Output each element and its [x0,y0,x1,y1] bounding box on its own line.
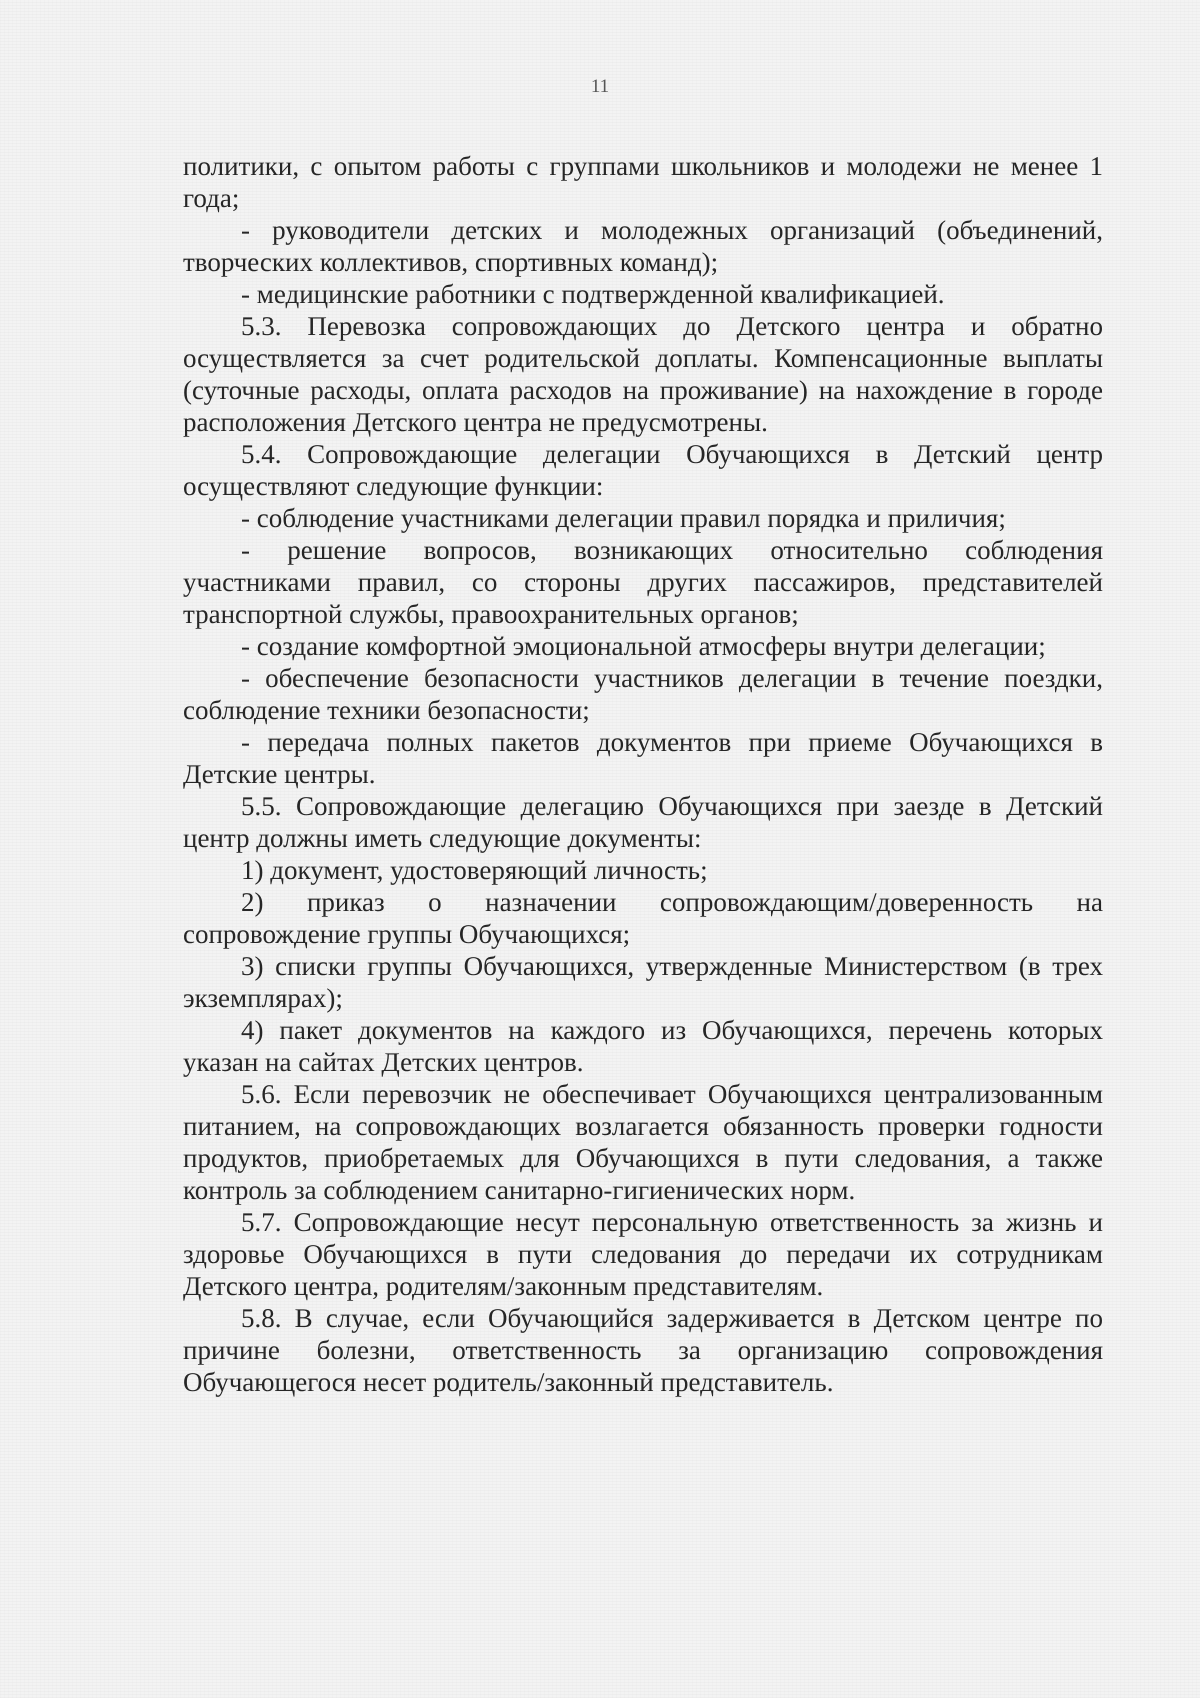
page-number: 11 [590,76,610,97]
clause-5-5: 5.5. Сопровождающие делегацию Обучающихся при заезде в Детский центр должны иметь следующие документы: [183,791,1103,853]
clause-5-7: 5.7. Сопровождающие несут персональную ответственность за жизнь и здоровье Обучающихся в пути следования до передачи их сотрудникам Детского центра, родителям/законным представителям. [183,1207,1103,1301]
clause-5-6: 5.6. Если перевозчик не обеспечивает Обучающихся централизованным питанием, на сопровождающих возлагается обязанность проверки годности продуктов, приобретаемых для Обучающихся в пути следования, а также контроль за соблюдением санитарно-гигиенических норм. [183,1079,1103,1205]
list-item-youth-leaders: - руководители детских и молодежных организаций (объединений, творческих коллективов, спортивных команд); [183,215,1103,277]
function-item-documents-transfer: - передача полных пакетов документов при приеме Обучающихся в Детские центры. [183,727,1103,789]
function-item-resolving-issues: - решение вопросов, возникающих относительно соблюдения участниками правил, со стороны других пассажиров, представителей транспортной службы, правоохранительных органов; [183,535,1103,629]
document-item-4: 4) пакет документов на каждого из Обучающихся, перечень которых указан на сайтах Детских центров. [183,1015,1103,1077]
document-body [183,150,1103,1398]
document-item-1: 1) документ, удостоверяющий личность; [241,855,708,885]
function-item-atmosphere: - создание комфортной эмоциональной атмосферы внутри делегации; [241,631,1046,661]
document-item-3: 3) списки группы Обучающихся, утвержденные Министерством (в трех экземплярах); [183,951,1103,1013]
clause-5-3: 5.3. Перевозка сопровождающих до Детского центра и обратно осуществляется за счет родительской доплаты. Компенсационные выплаты (суточные расходы, оплата расходов на проживание) на нахождение в городе расположения Детского центра не предусмотрены. [183,311,1103,437]
document-item-2: 2) приказ о назначении сопровождающим/доверенность на сопровождение группы Обучающихся; [183,887,1103,949]
clause-5-4: 5.4. Сопровождающие делегации Обучающихся в Детский центр осуществляют следующие функции: [183,439,1103,501]
function-item-safety: - обеспечение безопасности участников делегации в течение поездки, соблюдение техники безопасности; [183,663,1103,725]
clause-5-8: 5.8. В случае, если Обучающийся задерживается в Детском центре по причине болезни, ответственность за организацию сопровождения Обучающегося несет родитель/законный представитель. [183,1303,1103,1397]
paragraph-continuation: политики, с опытом работы с группами школьников и молодежи не менее 1 года; [183,151,1103,213]
function-item-order: - соблюдение участниками делегации правил порядка и приличия; [241,503,1006,533]
list-item-medical-workers: - медицинские работники с подтвержденной квалификацией. [241,279,945,309]
